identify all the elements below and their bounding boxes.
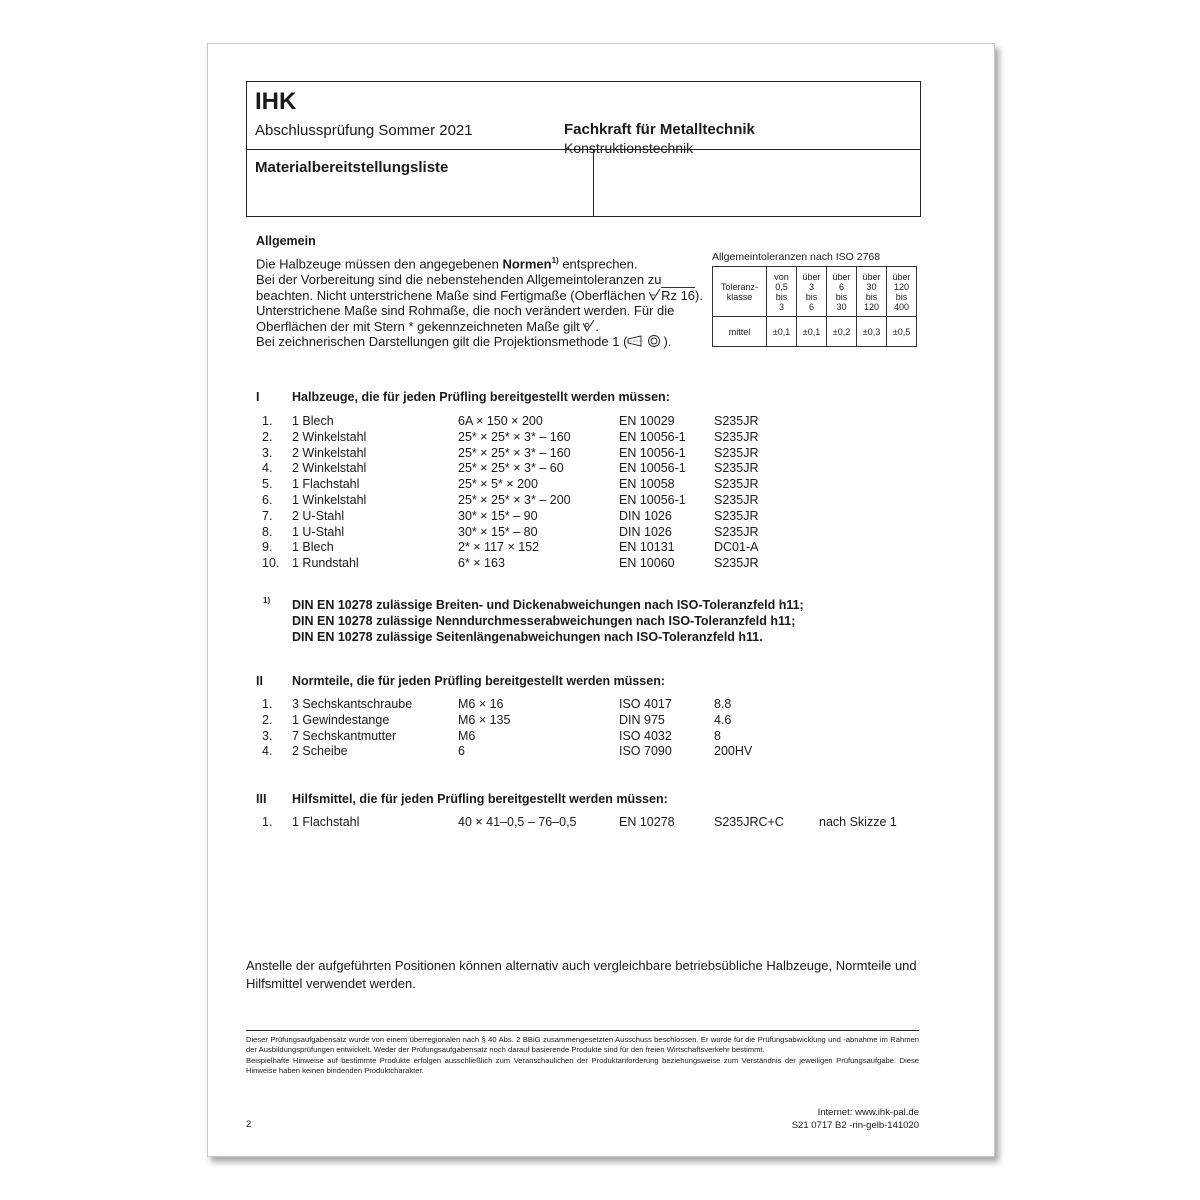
- item-dim: 25* × 25* × 3* – 60: [458, 461, 564, 476]
- general-line-6-pre: Bei zeichnerischen Darstellungen gilt die Projektionsmethode 1 (: [256, 334, 628, 350]
- list-item: [256, 729, 936, 745]
- item-name: 2 Winkelstahl: [292, 445, 367, 460]
- list-item: [256, 697, 936, 713]
- general-line-5-post: .: [595, 318, 599, 334]
- item-norm: ISO 7090: [619, 744, 672, 759]
- item-name: 7 Sechskantmutter: [292, 728, 397, 743]
- item-note: nach Skizze 1: [819, 815, 897, 829]
- item-norm: EN 10056-1: [619, 429, 686, 444]
- item-name: 1 Rundstahl: [292, 556, 359, 571]
- surface-roughness-icon: [649, 289, 661, 301]
- section-3-title: Hilfsmittel, die für jeden Prüfling bereitgestellt werden müssen:: [292, 792, 668, 806]
- list-item: [256, 525, 936, 541]
- general-line-3-pre: beachten. Nicht unterstrichene Maße sind Fertigmaße (Oberflächen: [256, 287, 650, 303]
- item-norm: ISO 4017: [619, 697, 672, 711]
- range-word: bis: [835, 291, 848, 302]
- item-dim: 6A × 150 × 200: [458, 414, 543, 428]
- range-word: bis: [865, 291, 878, 302]
- tolerance-class-name: mittel: [713, 317, 767, 347]
- alternative-note: Anstelle der aufgeführten Positionen können alternativ auch vergleichbare betriebsübliche Halbzeuge, Normteile und Hilfsmittel verwendet werden.: [246, 958, 917, 991]
- item-dim: 30* × 15* – 80: [458, 524, 538, 539]
- item-name: 2 Winkelstahl: [292, 461, 367, 476]
- range-to: 30: [836, 301, 847, 312]
- disclaimer-paragraph-2: Beispielhafte Hinweise auf bestimmte Produkte erfolgen ausschließlich zum Veranschaulichen der Produktanforderung beziehungsweise zum Verständnis der jeweiligen Prüfungsaufgabe. Diese Hinweise haben keinen bindenden Produktcharakter.: [246, 1055, 919, 1076]
- item-no: 3.: [262, 728, 273, 743]
- general-line-1: [256, 253, 711, 272]
- range-to: 120: [863, 301, 880, 312]
- general-heading: Allgemein: [256, 234, 316, 248]
- item-mat: S235JR: [714, 508, 759, 523]
- general-line-5: [256, 319, 711, 335]
- tolerance-value-row: [713, 317, 917, 347]
- item-name: 1 Gewindestange: [292, 712, 390, 727]
- item-mat: 200HV: [714, 744, 753, 759]
- item-mat: S235JR: [714, 445, 759, 460]
- section-1-title: Halbzeuge, die für jeden Prüfling bereitgestellt werden müssen:: [292, 390, 670, 404]
- footer-rule: [246, 1030, 919, 1031]
- general-line-3-post: ).: [695, 287, 703, 303]
- disclaimer-paragraph-1: Dieser Prüfungsaufgabensatz wurde von einem überregionalen nach § 40 Abs. 2 BBiG zusammengesetzten Ausschuss beschlossen. Er wurde für die Prüfungsabwicklung und -abnahme im Rahmen der Ausbildungsprüfungen entwickelt. Weder der Prüfungsaufgabensatz noch darauf basierende Produkte sind für den freien Wirtschaftsverkehr bestimmt.: [246, 1035, 919, 1055]
- item-norm: EN 10060: [619, 556, 675, 571]
- range-header: [857, 267, 887, 317]
- item-name: 2 U-Stahl: [292, 508, 345, 523]
- item-norm: EN 10131: [619, 540, 675, 555]
- norms-word: Normen: [502, 256, 552, 272]
- list-item: [256, 414, 936, 430]
- item-no: 6.: [262, 493, 273, 507]
- general-line-1-pre: Die Halbzeuge müssen den angegebenen: [256, 256, 503, 272]
- range-from: 30: [866, 281, 877, 292]
- range-word: bis: [895, 291, 908, 302]
- tolerance-value: ±0,5: [887, 317, 917, 347]
- range-word: über: [832, 271, 851, 282]
- section-2-number: II: [256, 674, 263, 688]
- document-code: S21 0717 B2 -rin-gelb-141020: [791, 1120, 919, 1131]
- item-dim: 6* × 163: [458, 556, 505, 571]
- item-dim: 25* × 25* × 3* – 160: [458, 445, 571, 460]
- list-item: [256, 446, 936, 462]
- general-line-5-pre: Oberflächen der mit Stern * gekennzeichneten Maße gilt: [256, 318, 584, 334]
- item-name: 2 Winkelstahl: [292, 429, 367, 444]
- item-mat: S235JR: [714, 477, 759, 492]
- org-name: IHK: [255, 88, 297, 115]
- range-to: 6: [808, 301, 814, 312]
- tolerance-value: ±0,1: [797, 317, 827, 347]
- item-dim: 25* × 25* × 3* – 200: [458, 493, 571, 507]
- item-no: 5.: [262, 477, 273, 492]
- range-from: 120: [893, 281, 910, 292]
- range-from: 3: [808, 281, 814, 292]
- section-1-number: I: [256, 390, 260, 404]
- class-label-line-2: klasse: [726, 291, 753, 302]
- header-left-cell: [247, 150, 594, 216]
- footnote-text: [292, 597, 804, 645]
- list-item: [256, 815, 936, 831]
- list-item: [256, 477, 936, 493]
- item-mat: DC01-A: [714, 540, 759, 555]
- general-line-1-post: entsprechen.: [558, 256, 638, 272]
- footnote-line: DIN EN 10278 zulässige Nenndurchmesserabweichungen nach ISO-Toleranzfeld h11;: [292, 614, 796, 628]
- general-text: [256, 253, 711, 350]
- item-no: 1.: [262, 414, 273, 428]
- item-mat: S235JR: [714, 493, 759, 507]
- item-mat: 8: [714, 728, 721, 743]
- item-no: 1.: [262, 815, 273, 829]
- tolerance-value: ±0,1: [767, 317, 797, 347]
- item-mat: 8.8: [714, 697, 732, 711]
- tolerance-value: ±0,2: [827, 317, 857, 347]
- specialty-title: Konstruktionstechnik: [564, 140, 694, 156]
- item-dim: 25* × 25* × 3* – 160: [458, 429, 571, 444]
- item-no: 3.: [262, 445, 273, 460]
- footer-info: [792, 1106, 919, 1132]
- footnote-line: DIN EN 10278 zulässige Breiten- und Dickenabweichungen nach ISO-Toleranzfeld h11;: [292, 598, 804, 612]
- item-norm: EN 10056-1: [619, 461, 686, 476]
- item-no: 10.: [262, 556, 280, 571]
- item-dim: 30* × 15* – 90: [458, 508, 538, 523]
- footnote-line: DIN EN 10278 zulässige Seitenlängenabweichungen nach ISO-Toleranzfeld h11.: [292, 630, 763, 644]
- item-norm: DIN 1026: [619, 508, 672, 523]
- profession-title: Fachkraft für Metalltechnik: [564, 121, 755, 138]
- exam-title: Abschlussprüfung Sommer 2021: [255, 122, 473, 139]
- roughness-value: Rz 16: [661, 287, 696, 303]
- range-word: über: [802, 271, 821, 282]
- item-mat: S235JRC+C: [714, 815, 784, 829]
- tolerance-header-row: [713, 267, 917, 317]
- item-norm: DIN 975: [619, 712, 665, 727]
- item-no: 4.: [262, 461, 273, 476]
- item-dim: 40 × 41–0,5 – 76–0,5: [458, 815, 577, 829]
- item-dim: M6 × 135: [458, 712, 511, 727]
- range-word: von: [774, 271, 789, 282]
- item-name: 1 Winkelstahl: [292, 493, 367, 507]
- general-line-3: [256, 288, 711, 304]
- list-item: [256, 556, 936, 572]
- range-header: [827, 267, 857, 317]
- section-2-title: Normteile, die für jeden Prüfling bereitgestellt werden müssen:: [292, 674, 665, 688]
- item-dim: M6 × 16: [458, 697, 504, 711]
- item-dim: M6: [458, 728, 476, 743]
- list-item: [256, 493, 936, 509]
- range-word: über: [862, 271, 881, 282]
- range-word: bis: [805, 291, 818, 302]
- item-mat: 4.6: [714, 712, 732, 727]
- range-from: 0,5: [775, 281, 788, 292]
- list-item: [256, 713, 936, 729]
- exam-page: [207, 43, 995, 1157]
- range-to: 3: [778, 301, 784, 312]
- list-item: [256, 540, 936, 556]
- item-name: 1 Flachstahl: [292, 815, 360, 829]
- item-no: 4.: [262, 744, 273, 759]
- item-no: 9.: [262, 540, 273, 555]
- tolerance-table-title: Allgemeintoleranzen nach ISO 2768: [712, 251, 881, 263]
- disclaimer: [246, 1035, 919, 1077]
- item-dim: 6: [458, 744, 465, 759]
- range-header: [797, 267, 827, 317]
- range-word: über: [892, 271, 911, 282]
- item-no: 7.: [262, 508, 273, 523]
- footnote-mark: 1): [263, 596, 271, 605]
- item-name: 1 Flachstahl: [292, 477, 360, 492]
- item-norm: EN 10029: [619, 414, 675, 428]
- item-no: 1.: [262, 697, 273, 711]
- internet-link[interactable]: Internet: www.ihk-pal.de: [817, 1107, 919, 1118]
- item-name: 2 Scheibe: [292, 744, 348, 759]
- tolerance-class-header: [713, 267, 767, 317]
- item-name: 1 U-Stahl: [292, 524, 345, 539]
- class-label-line-1: Toleranz-: [720, 281, 758, 292]
- range-header: [767, 267, 797, 317]
- document-title: Materialbereitstellungsliste: [255, 159, 449, 176]
- list-item: [256, 430, 936, 446]
- list-item: [256, 744, 936, 760]
- item-norm: DIN 1026: [619, 524, 672, 539]
- general-line-6: [256, 334, 711, 350]
- item-dim: 25* × 5* × 200: [458, 477, 538, 492]
- list-item: [256, 461, 936, 477]
- item-no: 8.: [262, 524, 273, 539]
- item-mat: S235JR: [714, 524, 759, 539]
- item-dim: 2* × 117 × 152: [458, 540, 540, 555]
- page-number: 2: [246, 1119, 252, 1130]
- item-name: 1 Blech: [292, 540, 334, 555]
- surface-unmachined-icon: [583, 320, 595, 332]
- item-norm: EN 10058: [619, 477, 675, 492]
- item-mat: S235JR: [714, 556, 759, 571]
- item-no: 2.: [262, 429, 273, 444]
- item-norm: ISO 4032: [619, 728, 672, 743]
- item-mat: S235JR: [714, 461, 759, 476]
- footnote-ref: 1): [551, 256, 559, 265]
- general-line-4: Unterstrichene Maße sind Rohmaße, die noch verändert werden. Für die: [256, 303, 675, 319]
- item-norm: EN 10278: [619, 815, 675, 829]
- item-no: 2.: [262, 712, 273, 727]
- tolerance-value: ±0,3: [857, 317, 887, 347]
- range-from: 6: [838, 281, 844, 292]
- range-word: bis: [775, 291, 788, 302]
- list-item: [256, 509, 936, 525]
- general-line-6-post: ).: [663, 334, 672, 350]
- item-norm: EN 10056-1: [619, 493, 686, 507]
- general-line-2: Bei der Vorbereitung sind die nebenstehenden Allgemeintoleranzen zu: [256, 271, 662, 287]
- section-3-number: III: [256, 792, 267, 806]
- item-mat: S235JR: [714, 429, 759, 444]
- tolerance-table: [712, 266, 917, 347]
- item-name: 1 Blech: [292, 414, 334, 428]
- range-header: [887, 267, 917, 317]
- item-norm: EN 10056-1: [619, 445, 686, 460]
- projection-method-icon: [627, 334, 663, 348]
- item-mat: S235JR: [714, 414, 759, 428]
- item-name: 3 Sechskantschraube: [292, 697, 413, 711]
- range-to: 400: [893, 301, 910, 312]
